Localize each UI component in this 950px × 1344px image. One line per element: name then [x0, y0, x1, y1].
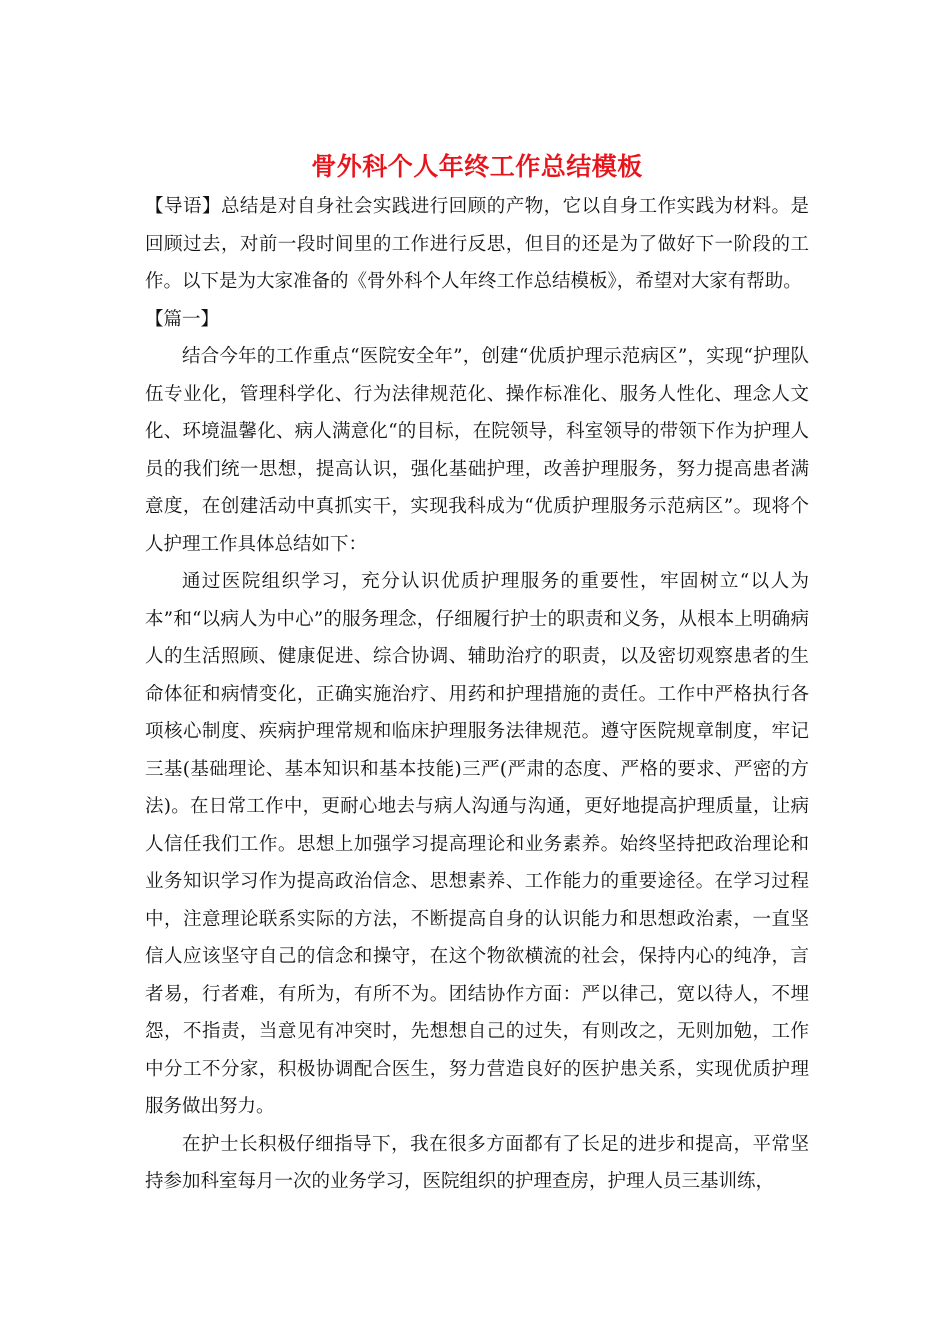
intro-paragraph: 【导语】总结是对自身社会实践进行回顾的产物，它以自身工作实践为材料。是回顾过去，对前一段时间里的工作进行反思，但目的还是为了做好下一阶段的工作。以下是为大家准备的《骨外科个人年终工作总结模板》，希望对大家有帮助。 [145, 196, 809, 292]
body-paragraph-3: 在护士长积极仔细指导下，我在很多方面都有了长足的进步和提高，平常坚持参加科室每月一次的业务学习，医院组织的护理查房，护理人员三基训练， [145, 1133, 809, 1192]
document-page [145, 150, 809, 1201]
body-paragraph-1: 结合今年的工作重点“医院安全年”，创建“优质护理示范病区”，实现“护理队伍专业化，管理科学化、行为法律规范化、操作标准化、服务人性化、理念人文化、环境温馨化、病人满意化“的目标，在院领导，科室领导的带领下作为护理人员的我们统一思想，提高认识，强化基础护理，改善护理服务，努力提高患者满意度，在创建活动中真抓实干，实现我科成为“优质护理服务示范病区”。现将个人护理工作具体总结如下： [145, 346, 809, 555]
document-title: 骨外科个人年终工作总结模板 [311, 152, 643, 181]
body-paragraph-2: 通过医院组织学习，充分认识优质护理服务的重要性，牢固树立“以人为本”和“以病人为中心”的服务理念，仔细履行护士的职责和义务，从根本上明确病人的生活照顾、健康促进、综合协调、辅助治疗的职责，以及密切观察患者的生命体征和病情变化，正确实施治疗、用药和护理措施的责任。工作中严格执行各项核心制度、疾病护理常规和临床护理服务法律规范。遵守医院规章制度，牢记三基(基础理论、基本知识和基本技能)三严(严肃的态度、严格的要求、严密的方法)。在日常工作中，更耐心地去与病人沟通与沟通，更好地提高护理质量，让病人信任我们工作。思想上加强学习提高理论和业务素养。始终坚持把政治理论和业务知识学习作为提高政治信念、思想素养、工作能力的重要途径。在学习过程中，注意理论联系实际的方法，不断提高自身的认识能力和思想政治素，一直坚信人应该坚守自己的信念和操守，在这个物欲横流的社会，保持内心的纯净，言者易，行者难，有所为，有所不为。团结协作方面：严以律己，宽以待人，不埋怨，不指责，当意见有冲突时，先想想自己的过失，有则改之，无则加勉，工作中分工不分家，积极协调配合医生，努力营造良好的医护患关系，实现优质护理服务做出努力。 [145, 571, 809, 1117]
section-heading: 【篇一】 [145, 308, 220, 330]
